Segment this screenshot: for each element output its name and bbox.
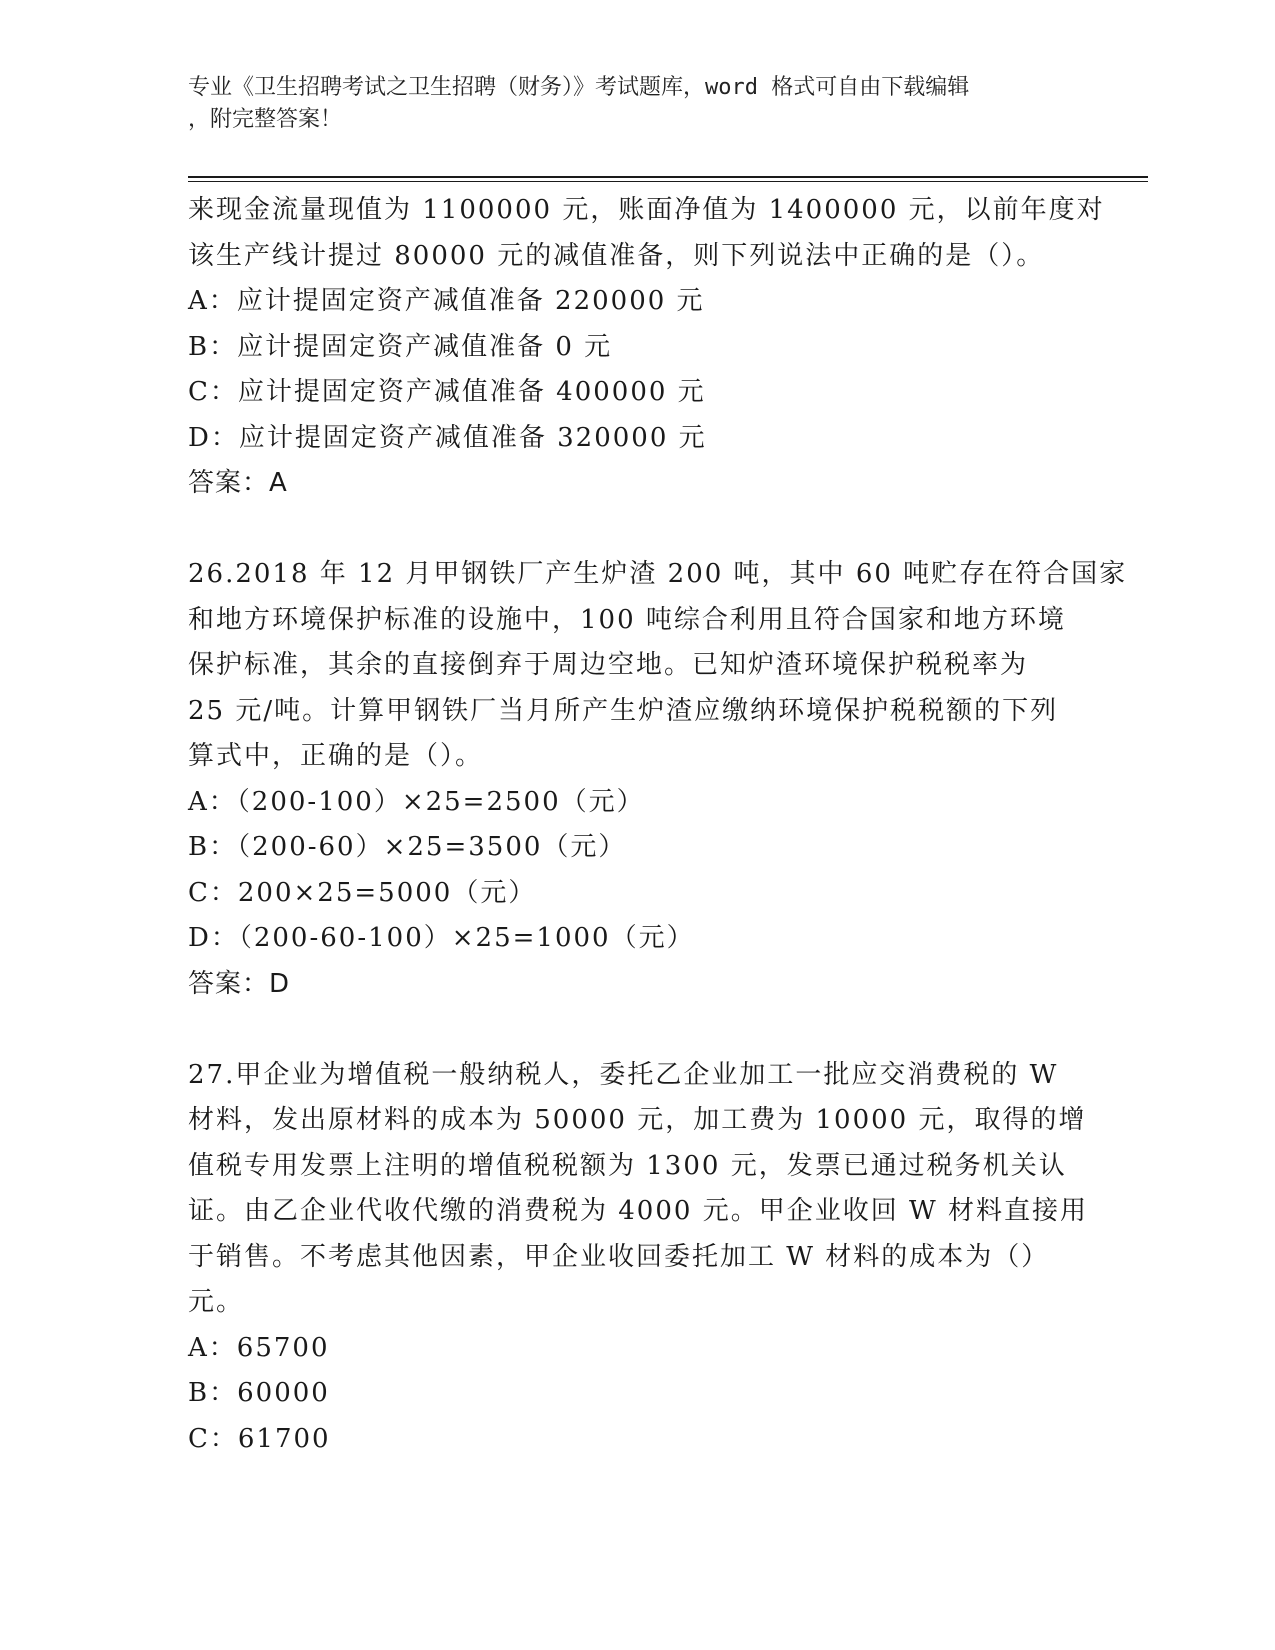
- question-text-line: 保护标准，其余的直接倒弃于周边空地。已知炉渣环境保护税税率为: [188, 650, 1029, 680]
- question-text-line: 于销售。不考虑其他因素，甲企业收回委托加工 W 材料的成本为（）: [188, 1241, 1050, 1272]
- option-b: B：（200-60）×25=3500（元）: [188, 832, 627, 862]
- option-c: C：200×25=5000（元）: [188, 877, 537, 908]
- question-text-line: 该生产线计提过 80000 元的减值准备，则下列说法中正确的是（）。: [188, 240, 1045, 271]
- page-header: [188, 72, 1068, 136]
- question-26: [188, 552, 1128, 1007]
- question-25: [188, 188, 1105, 507]
- option-a: A：（200-100）×25=2500（元）: [188, 786, 645, 817]
- answer-line: 答案：D: [188, 968, 291, 999]
- spacer: [188, 1007, 1088, 1053]
- question-text-line: 26.2018 年 12 月甲钢铁厂产生炉渣 200 吨，其中 60 吨贮存在符合国家: [188, 559, 1128, 589]
- question-text-line: 来现金流量现值为 1100000 元，账面净值为 1400000 元，以前年度对: [188, 195, 1105, 225]
- option-d: D：（200-60-100）×25=1000（元）: [188, 923, 695, 953]
- header-line-1: 专业《卫生招聘考试之卫生招聘（财务）》考试题库，word 格式可自由下载编辑: [188, 75, 970, 100]
- option-d: D：应计提固定资产减值准备 320000 元: [188, 422, 707, 453]
- question-text-line: 证。由乙企业代收代缴的消费税为 4000 元。甲企业收回 W 材料直接用: [188, 1196, 1088, 1226]
- question-text-line: 元。: [188, 1287, 245, 1317]
- header-line-2: ，附完整答案！: [188, 107, 343, 132]
- question-text-line: 和地方环境保护标准的设施中，100 吨综合利用且符合国家和地方环境: [188, 604, 1066, 635]
- answer-line: 答案：A: [188, 468, 288, 498]
- spacer: [188, 507, 1088, 553]
- option-a: A：65700: [188, 1332, 330, 1363]
- question-text-line: 27.甲企业为增值税一般纳税人，委托乙企业加工一批应交消费税的 W: [188, 1059, 1059, 1090]
- question-text-line: 算式中，正确的是（）。: [188, 741, 484, 771]
- question-text-line: 值税专用发票上注明的增值税税额为 1300 元，发票已通过税务机关认: [188, 1150, 1067, 1181]
- header-rule-thin: [188, 181, 1148, 182]
- question-27: [188, 1053, 1088, 1463]
- question-text-line: 25 元/吨。计算甲钢铁厂当月所产生炉渣应缴纳环境保护税税额的下列: [188, 695, 1059, 726]
- option-b: B：应计提固定资产减值准备 0 元: [188, 331, 613, 362]
- option-c: C：应计提固定资产减值准备 400000 元: [188, 377, 706, 407]
- header-rule-thick: [188, 176, 1148, 178]
- option-b: B：60000: [188, 1378, 330, 1408]
- option-c: C：61700: [188, 1423, 331, 1454]
- document-body: [188, 188, 1128, 1462]
- question-text-line: 材料，发出原材料的成本为 50000 元，加工费为 10000 元，取得的增: [188, 1105, 1087, 1135]
- option-a: A：应计提固定资产减值准备 220000 元: [188, 286, 705, 316]
